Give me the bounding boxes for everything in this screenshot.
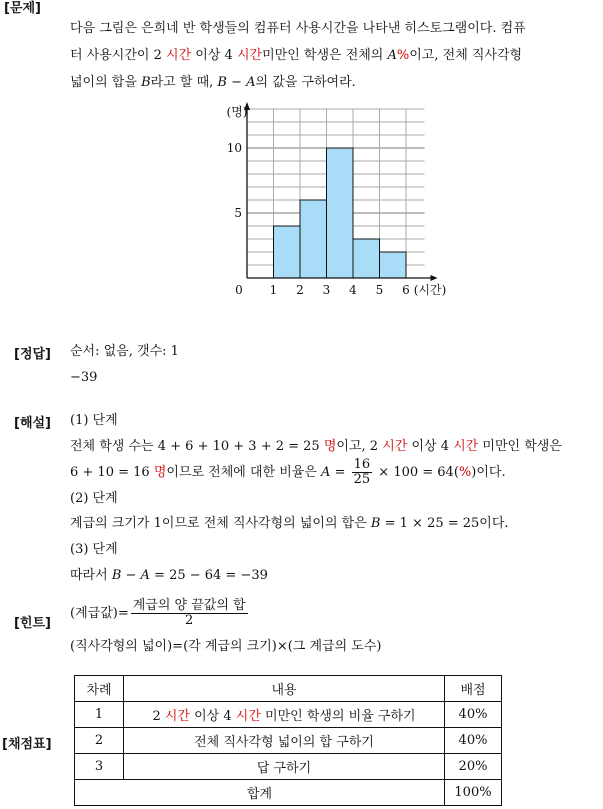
problem-line-1: 다음 그림은 은희네 반 학생들의 컴퓨터 사용시간을 나타낸 히스토그램이다. 컴퓨 (70, 21, 526, 36)
histogram-bar (300, 200, 327, 278)
total-score: 100% (445, 780, 502, 806)
problem-line-3: 넓이의 합을 B라고 할 때, B − A의 값을 구하여라. (70, 75, 356, 90)
histogram-bar (274, 226, 301, 278)
x-tick-label: 1 (269, 283, 278, 297)
answer-line-1: 순서: 없음, 갯수: 1 (70, 344, 179, 359)
table-total-row (75, 780, 502, 806)
x-tick-label: 2 (296, 283, 304, 297)
row-number: 3 (75, 754, 124, 780)
y-tick-label: 5 (234, 206, 242, 220)
solution-line-1: 전체 학생 수는 4 + 6 + 10 + 3 + 2 = 25 명이고, 2 시간 이상 4 시간 미만인 학생은 (70, 439, 562, 454)
answer-label: [정답] (14, 347, 51, 362)
hint-line-1: (계급값)= $\frac{\text{계급의 양 끝값의 합}}{2}$ (70, 598, 246, 628)
y-axis-label: (명) (226, 105, 248, 119)
ratio-fraction: $\frac{16}{25}$ (353, 457, 371, 487)
problem-label: [문제] (4, 1, 41, 16)
solution-line-4: 따라서 B − A = 25 − 64 = −39 (70, 568, 268, 583)
solution-step-1: (1) 단계 (70, 413, 118, 428)
header-order: 차례 (75, 676, 124, 702)
row-score: 40% (445, 702, 502, 728)
histogram-bar (380, 252, 407, 278)
hint-label: [힌트] (14, 616, 51, 631)
row-number: 2 (75, 728, 124, 754)
total-label: 합계 (75, 780, 445, 806)
table-header-row (75, 676, 502, 702)
header-content: 내용 (124, 676, 445, 702)
row-content: 전체 직사각형 넓이의 합 구하기 (124, 728, 445, 754)
x-axis-arrow (431, 275, 438, 281)
x-tick-label: 3 (322, 283, 331, 297)
x-axis-label: (시간) (413, 283, 447, 297)
class-value-fraction: $\frac{\text{계급의 양 끝값의 합}}{2}$ (132, 598, 246, 628)
solution-line-3: 계급의 크기가 1이므로 전체 직사각형의 넓이의 합은 B = 1 × 25 = 25이다. (70, 516, 509, 531)
y-tick-label: 10 (226, 141, 242, 155)
solution-line-2: 6 + 10 = 16 명이므로 전체에 대한 비율은 A = $\frac{16}{25}$ × 100 = 64(%)이다. (70, 457, 506, 487)
row-number: 1 (75, 702, 124, 728)
x-tick-label: 6 (402, 283, 410, 297)
scoring-table (74, 675, 502, 806)
table-row (75, 754, 502, 780)
row-score: 20% (445, 754, 502, 780)
table-row (75, 702, 502, 728)
row-score: 40% (445, 728, 502, 754)
histogram-bar (327, 148, 354, 278)
solution-step-3: (3) 단계 (70, 542, 118, 557)
table-row (75, 728, 502, 754)
scoring-label: [채점표] (2, 737, 52, 752)
problem-line-2: 터 사용시간이 2 시간 이상 4 시간미만인 학생은 전체의 A%이고, 전체 직사각형 (70, 48, 523, 63)
histogram-bar (353, 239, 380, 278)
x-tick-label: 4 (349, 283, 357, 297)
x-tick-label: 0 (235, 283, 243, 297)
header-score: 배점 (445, 676, 502, 702)
row-content: 2 시간 이상 4 시간 미만인 학생의 비율 구하기 (124, 702, 445, 728)
answer-value: −39 (70, 370, 98, 385)
row-content: 답 구하기 (124, 754, 445, 780)
x-tick-label: 5 (375, 283, 384, 297)
solution-label: [해설] (14, 416, 51, 431)
solution-step-2: (2) 단계 (70, 491, 118, 506)
histogram-chart (215, 98, 465, 303)
hint-line-2: (직사각형의 넓이)=(각 계급의 크기)×(그 계급의 도수) (70, 639, 382, 654)
